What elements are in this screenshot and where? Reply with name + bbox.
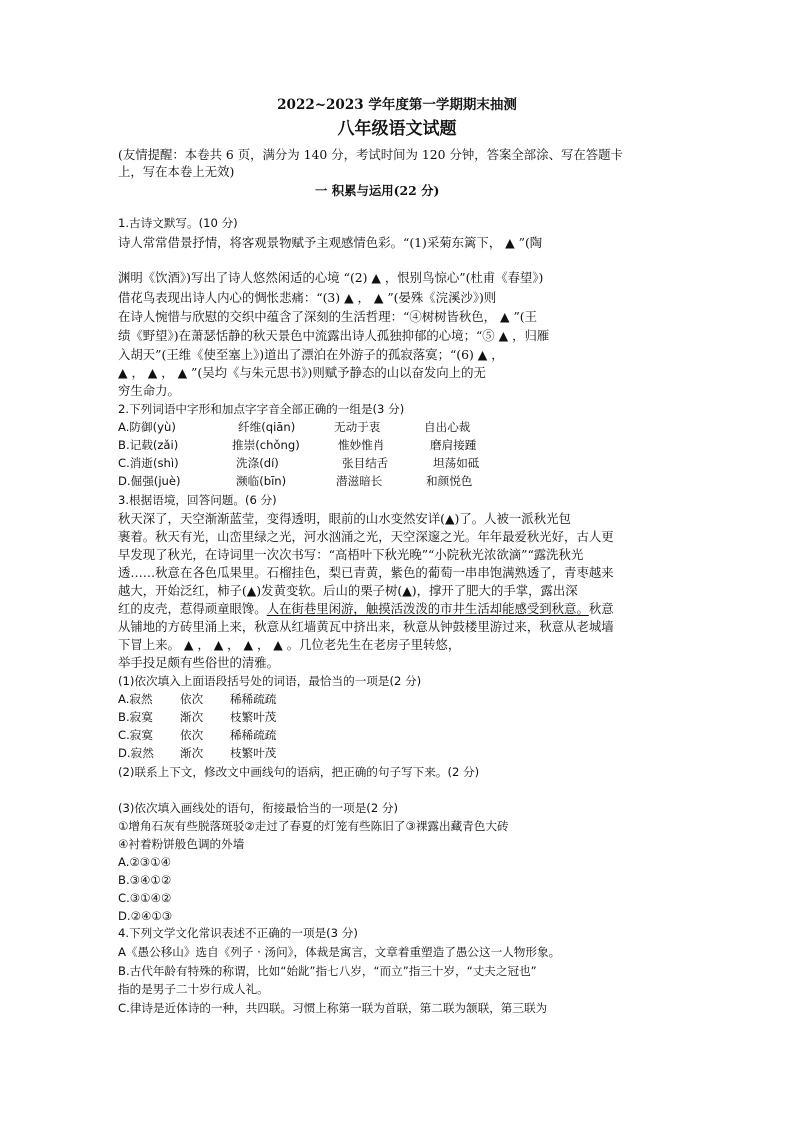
section-heading: 一 积累与运用(22 分) (315, 183, 440, 198)
q2-option-b-1: B.记载(zǎi) (118, 438, 179, 452)
q3-sub3-option-b: B.③④①② (118, 873, 172, 887)
q3-sub3-option-c: C.③①④② (118, 891, 172, 905)
q3-passage-line: 秋天深了，天空渐渐蓝莹，变得透明，眼前的山水变然安详(▲)了。人被一派秋光包 (118, 511, 571, 526)
q2-option-b-4: 磨肩接踵 (430, 438, 477, 452)
q3-sub1: (1)依次填入上面语段括号处的词语，最恰当的一项是(2 分) (118, 674, 422, 688)
q2-option-c-1: C.消逝(shì) (118, 456, 179, 470)
q3-sub1-option-b-2: 渐次 (180, 710, 204, 724)
q3-sub1-option-c-3: 稀稀疏疏 (230, 728, 277, 742)
q3-passage-line: 透……秋意在各色瓜果里。石榴挂色，梨已青黄，紫色的葡萄一串串饱满熟透了，青枣越来 (118, 565, 614, 580)
q3-sub1-option-a-2: 依次 (180, 692, 204, 706)
q3-passage-line: 越大，开始泛红，柿子(▲)发黄变软。后山的栗子树(▲)，撑开了肥大的手掌，露出深 (118, 583, 578, 598)
q2-option-c-2: 洗涤(dí) (236, 456, 279, 470)
q2-option-a-1: A.防御(yù) (118, 420, 176, 434)
q3-passage-line (118, 600, 614, 617)
q2-option-a-4: 自出心裁 (424, 420, 471, 434)
q3-passage-line: 举手投足颇有些俗世的清雅。 (118, 655, 280, 670)
q3-passage-line: 从铺地的方砖里涌上来，秋意从红墙黄瓦中挤出来，秋意从钟鼓楼里游过来，秋意从老城墙 (118, 619, 614, 634)
q3-sub2: (2)联系上下文，修改文中画线句的语病，把正确的句子写下来。(2 分) (118, 765, 480, 779)
q3-sub1-option-b-3: 枝繁叶茂 (230, 710, 277, 724)
q2-heading: 2.下列词语中字形和加点字字音全部正确的一组是(3 分) (118, 402, 405, 416)
q2-option-a-2: 纤维(qiān) (238, 420, 296, 434)
q3-sub3-option-d: D.②④①③ (118, 909, 173, 923)
q1-line: 穷生命力。 (118, 383, 180, 398)
q3-sub3-option-a: A.②③①④ (118, 855, 171, 869)
q1-line: ▲ ， ▲ ， ▲ ”(吴均《与朱元思书》)则赋予静态的山以奋发向上的无 (118, 365, 486, 380)
exam-note-line1: (友情提醒：本卷共 6 页，满分为 140 分，考试时间为 120 分钟，答案全部涂、写在答题卡 (118, 147, 623, 162)
q2-option-b-3: 惟妙惟肖 (338, 438, 385, 452)
q3-passage-line: 裹着。秋天有光，山峦里绿之光，河水汹涌之光，天空深邃之光。年年最爱秋光好，古人更 (118, 529, 614, 544)
q2-option-a-3: 无动于衷 (334, 420, 381, 434)
exam-title: 八年级语文试题 (337, 119, 457, 139)
q2-option-d-2: 濒临(bīn) (236, 474, 287, 488)
q4-heading: 4.下列文学文化常识表述不正确的一项是(3 分) (118, 926, 358, 940)
q2-option-b-2: 推崇(chǒng) (232, 438, 300, 452)
q3-sub1-option-d-2: 渐次 (180, 746, 204, 760)
q3-sub1-option-d-1: D.寂然 (118, 746, 154, 760)
q2-option-d-1: D.倔强(juè) (118, 474, 181, 488)
exam-title-year: 2022~2023 学年度第一学期期末抽测 (277, 97, 517, 113)
q3-sub1-option-c-2: 依次 (180, 728, 204, 742)
q1-heading: 1.古诗文默写。(10 分) (118, 216, 238, 230)
q3-sub3-sentences: ①增角石灰有些脱落斑驳②走过了春夏的灯笼有些陈旧了③裸露出藏青色大砖 (118, 819, 509, 833)
q1-line: 在诗人惋惜与欣慰的交织中蕴含了深刻的生活哲理：“④树树皆秋色， ▲ ”(王 (118, 309, 538, 324)
q1-line: 渊明《饮酒》)写出了诗人悠然闲适的心境 “(2) ▲ ，恨别鸟惊心”(杜甫《春望》) (118, 270, 544, 285)
q3-sub1-option-a-1: A.寂然 (118, 692, 153, 706)
q3-sub1-option-d-3: 枝繁叶茂 (230, 746, 277, 760)
q3-heading: 3.根据语境，回答问题。(6 分) (118, 493, 277, 507)
q2-option-c-4: 坦荡如砥 (433, 456, 480, 470)
q3-sub1-option-c-1: C.寂寞 (118, 728, 153, 742)
q3-passage-text: 秋意 (588, 601, 614, 616)
q1-line: 借花鸟表现出诗人内心的惆怅悲痛：“(3) ▲ ， ▲ ”(晏殊《浣溪沙》)则 (118, 290, 497, 305)
q4-option-c: C.律诗是近体诗的一种，共四联。习惯上称第一联为首联，第二联为颔联，第三联为 (118, 1001, 548, 1015)
q3-passage-line: 早发现了秋光，在诗词里一次次书写：“高梧叶下秋光晚”“小院秋光浓欲滴”“露洗秋光 (118, 547, 584, 562)
q4-option-b: B.古代年龄有特殊的称谓，比如“始龀”指七八岁，“而立”指三十岁，“丈夫之冠也” (118, 964, 537, 978)
q3-sub3-sentences: ④衬着粉饼般色调的外墙 (118, 837, 245, 851)
q3-underlined-sentence: 人在街巷里闲游，触摸活泼泼的市井生活却能感受到秋意。 (266, 601, 589, 616)
q3-passage-text: 红的皮壳，惹得顽童眼馋。 (118, 601, 267, 616)
q4-option-b-cont: 指的是男子二十岁行成人礼。 (118, 982, 269, 996)
q3-sub1-option-b-1: B.寂寞 (118, 710, 153, 724)
q1-line: 入胡天”(王维《使至塞上》)道出了漂泊在外游子的孤寂落寞；“(6) ▲ ， (118, 347, 504, 362)
q3-passage-line: 下冒上来。 ▲ ， ▲ ， ▲ ， ▲ 。几位老先生在老房子里转悠， (118, 637, 461, 652)
q2-option-d-4: 和颜悦色 (426, 474, 473, 488)
q2-option-d-3: 潜滋暗长 (336, 474, 383, 488)
q3-sub1-option-a-3: 稀稀疏疏 (230, 692, 277, 706)
q2-option-c-3: 张目结舌 (342, 456, 389, 470)
q4-option-a: A《愚公移山》选自《列子 · 汤问》，体裁是寓言，文章着重塑造了愚公这一人物形象。 (118, 945, 561, 959)
q3-sub3: (3)依次填入画线处的语句，衔接最恰当的一项是(2 分) (118, 801, 399, 815)
q1-line: 绩《野望》)在萧瑟恬静的秋天景色中流露出诗人孤独抑郁的心境；“⑤ ▲ ，归雁 (118, 328, 550, 343)
q1-line: 诗人常常借景抒情，将客观景物赋予主观感情色彩。“(1)采菊东篱下， ▲ ”(陶 (118, 235, 543, 250)
exam-note-line2: 上，写在本卷上无效) (118, 164, 235, 179)
